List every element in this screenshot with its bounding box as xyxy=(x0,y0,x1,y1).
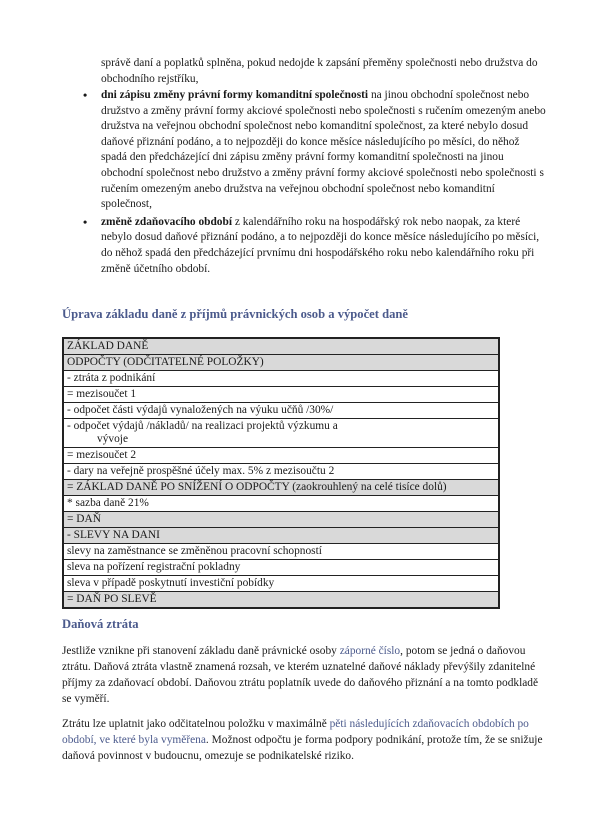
table-cell xyxy=(63,387,499,403)
table-cell xyxy=(63,512,499,528)
table-cell-text-continued: vývoje xyxy=(97,433,129,445)
table-cell-text: = DAŇ xyxy=(67,513,101,525)
table-cell-text: sleva v případě poskytnutí investiční pobídky xyxy=(67,577,275,589)
bullet-item xyxy=(83,214,546,277)
table-cell xyxy=(63,371,499,387)
table-row xyxy=(63,419,499,448)
bullet-icon: • xyxy=(83,214,88,229)
table-cell xyxy=(63,480,499,496)
section-heading: Daňová ztráta xyxy=(62,617,139,631)
table-cell xyxy=(63,592,499,609)
table-row xyxy=(63,387,499,403)
table-row xyxy=(63,464,499,480)
paragraph-text: Jestliže vznikne při stanovení základu daně právnické osoby xyxy=(62,645,340,657)
table-row xyxy=(63,512,499,528)
table-cell-text: - ztráta z podnikání xyxy=(67,372,156,384)
table-cell-text: - odpočet výdajů /nákladů/ na realizaci projektů výzkumu a xyxy=(67,420,338,432)
table-row xyxy=(63,592,499,609)
table-cell-text: = ZÁKLAD DANĚ PO SNÍŽENÍ O ODPOČTY (zaokrouhlený na celé tisíce dolů) xyxy=(67,481,447,493)
table-cell xyxy=(63,560,499,576)
table-cell-text: * sazba daně 21% xyxy=(67,497,149,509)
table-cell xyxy=(63,403,499,419)
table-cell-text: = mezisoučet 2 xyxy=(67,449,137,461)
bullet-icon: • xyxy=(83,88,88,102)
table-cell xyxy=(63,544,499,560)
table-row xyxy=(63,480,499,496)
table-row xyxy=(63,448,499,464)
table-row xyxy=(63,544,499,560)
table-cell xyxy=(63,419,499,448)
intro-continuation: správě daní a poplatků splněna, pokud nedojde k zapsání přeměny společnosti nebo družstva do obchodního rejstříku, xyxy=(101,57,538,85)
paragraph-link: záporné číslo xyxy=(339,645,401,657)
paragraph-text: Ztrátu lze uplatnit jako odčitatelnou položku v maximálně xyxy=(62,718,330,730)
table-cell xyxy=(63,355,499,371)
bullet-text: na jinou obchodní společnost nebo družstvo a změny právní formy akciové společnosti nebo společnosti s ručením omezeným anebo družstva na veřejnou obchodní společnost nebo komanditní společnost, za které nebylo dosud daňové přiznání podáno, a to nejpozději do konce měsíce následujícího po měsíci, do něhož spadá den předcházející dni zápisu změny právní formy komanditní společnosti na jinou obchodní společnost nebo družstvo a změny právní formy akciové společnosti nebo společnosti s ručením omezeným anebo družstva na veřejnou obchodní společnost nebo komanditní společnost, xyxy=(101,89,546,211)
table-cell-text: slevy na zaměstnance se změněnou pracovní schopností xyxy=(67,545,322,557)
table-cell xyxy=(63,528,499,544)
table-row xyxy=(63,403,499,419)
table-row xyxy=(63,576,499,592)
table-cell xyxy=(63,464,499,480)
table-cell-text: - dary na veřejně prospěšné účely max. 5% z mezisoučtu 2 xyxy=(67,465,335,477)
table-cell-text: ODPOČTY (ODČITATELNÉ POLOŽKY) xyxy=(67,356,264,368)
table-row xyxy=(63,496,499,512)
table-cell-text: ZÁKLAD DANĚ xyxy=(67,340,149,352)
table-row xyxy=(63,338,499,355)
bullet-bold: změně zdaňovacího období xyxy=(101,215,233,228)
table-cell-text: - SLEVY NA DANI xyxy=(67,529,160,541)
bullet-bold: dni zápisu změny právní formy komanditní společnosti xyxy=(101,89,369,101)
table-row xyxy=(63,355,499,371)
tax-table xyxy=(62,337,500,609)
paragraph xyxy=(62,643,544,707)
table-cell-text: = mezisoučet 1 xyxy=(67,388,137,400)
paragraph-text: . Možnost odpočtu je forma podpory podnikání, protože tím, že se snižuje daňová povinnost v budoucnu, omezuje se podnikatelské riziko. xyxy=(62,734,543,762)
section-heading: Úprava základu daně z příjmů právnických osob a výpočet daně xyxy=(62,307,409,321)
table-row xyxy=(63,528,499,544)
table-cell xyxy=(63,448,499,464)
table-cell-text: = DAŇ PO SLEVĚ xyxy=(67,593,157,605)
table-cell xyxy=(63,576,499,592)
table-cell-text: sleva na pořízení registrační pokladny xyxy=(67,561,241,573)
table-cell-text: - odpočet části výdajů vynaložených na výuku učňů /30%/ xyxy=(67,404,334,416)
table-cell xyxy=(63,496,499,512)
table-row xyxy=(63,371,499,387)
paragraph-link: pěti následujících zdaňovacích obdobích po období, ve které byla vyměřena xyxy=(62,718,529,746)
table-row xyxy=(63,560,499,576)
bullet-list xyxy=(83,88,546,279)
bullet-item xyxy=(83,88,546,213)
paragraph-text: , potom se jedná o daňovou ztrátu. Daňová ztráta vlastně znamená rozsah, ve kterém uznatelné daňové náklady převýšily zdanitelné příjmy za zdaňovací období. Daňovou ztrátu poplatník uvede do daňového přiznání a na tomto podkladě se vyměří. xyxy=(62,645,539,705)
paragraph xyxy=(62,716,544,764)
bullet-text: z kalendářního roku na hospodářský rok nebo naopak, za které nebylo dosud daňové přiznání podáno, a to nejpozději do konce měsíce následujícího po měsíci, do něhož spadá den předcházející prvnímu dni hospodářského roku nebo kalendářního roku při změně účetního období. xyxy=(101,215,540,275)
table-cell xyxy=(63,338,499,355)
